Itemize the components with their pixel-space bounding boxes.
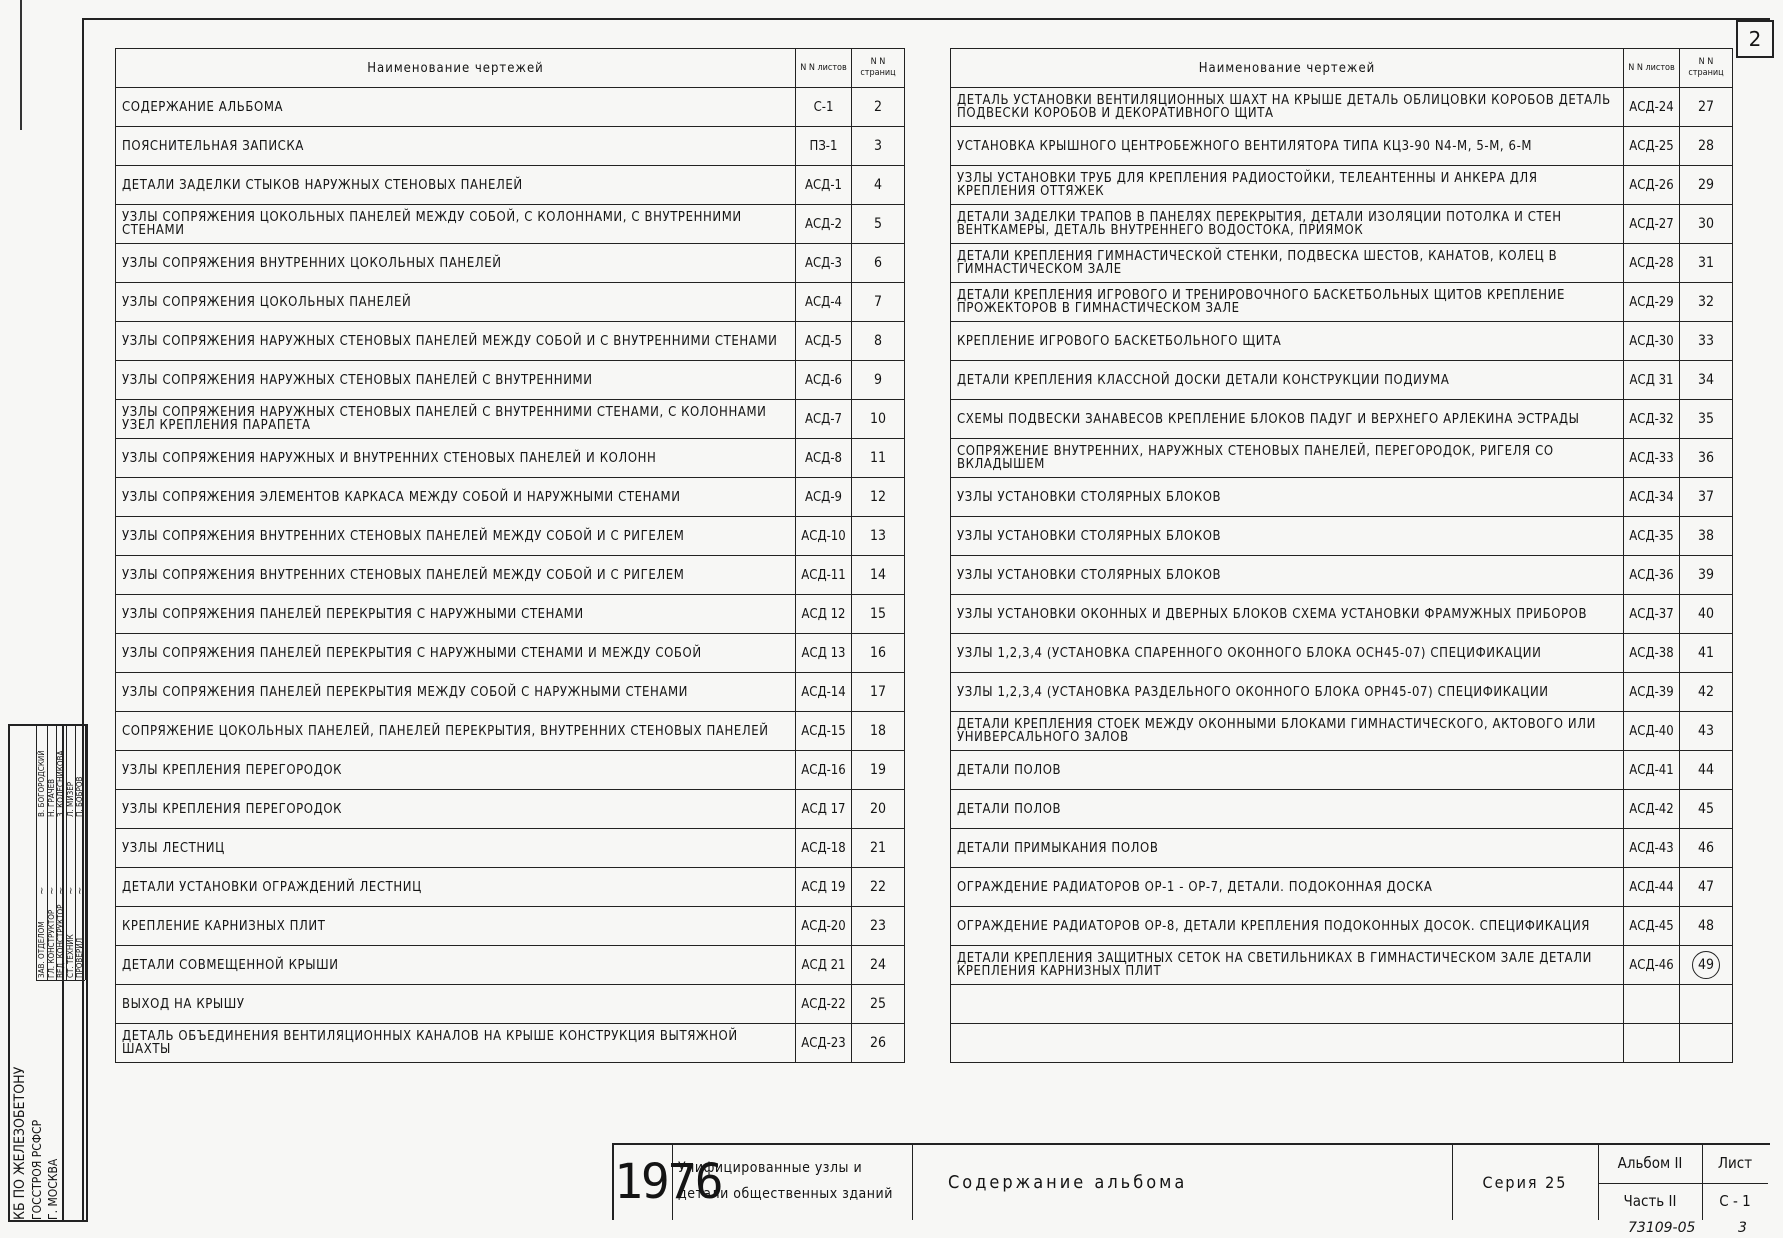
- sheet-number: АСД 13: [796, 634, 852, 673]
- drawing-title: ДЕТАЛИ ПРИМЫКАНИЯ ПОЛОВ: [951, 829, 1624, 868]
- drawing-title: УЗЛЫ СОПРЯЖЕНИЯ ВНУТРЕННИХ СТЕНОВЫХ ПАНЕЛЕЙ МЕЖДУ СОБОЙ И С РИГЕЛЕМ: [116, 517, 796, 556]
- sheet-number: АСД-42: [1624, 790, 1680, 829]
- drawing-title: ДЕТАЛИ КРЕПЛЕНИЯ ЗАЩИТНЫХ СЕТОК НА СВЕТИЛЬНИКАХ В ГИМНАСТИЧЕСКОМ ЗАЛЕ ДЕТАЛИ КРЕПЛЕНИЯ КАРНИЗНЫХ ПЛИТ: [951, 946, 1624, 985]
- title-block: [612, 1143, 1770, 1220]
- page-number-cell: 19: [852, 751, 905, 790]
- page-number-cell: 41: [1680, 634, 1733, 673]
- table-row: [951, 595, 1733, 634]
- approval-name: В. БОГОРОДСКИЙ: [37, 750, 46, 817]
- sheet-number: [1624, 1024, 1680, 1063]
- page-number-cell: 20: [852, 790, 905, 829]
- table-row: [951, 946, 1733, 985]
- drawing-title: УЗЛЫ КРЕПЛЕНИЯ ПЕРЕГОРОДОК: [116, 790, 796, 829]
- part: Часть II: [1623, 1191, 1677, 1210]
- sheet-number: АСД-11: [796, 556, 852, 595]
- drawing-title: КРЕПЛЕНИЕ КАРНИЗНЫХ ПЛИТ: [116, 907, 796, 946]
- table-row: [951, 1024, 1733, 1063]
- page-number-cell: 29: [1680, 166, 1733, 205]
- drawing-title: УЗЛЫ УСТАНОВКИ СТОЛЯРНЫХ БЛОКОВ: [951, 556, 1624, 595]
- table-row: [116, 556, 905, 595]
- table-row: [951, 478, 1733, 517]
- table-row: [951, 868, 1733, 907]
- table-row: [116, 127, 905, 166]
- org-subtitle: ГОССТРОЯ РСФСР: [30, 1119, 44, 1220]
- page-number-cell: 35: [1680, 400, 1733, 439]
- table-row: [951, 439, 1733, 478]
- drawing-title: ВЫХОД НА КРЫШУ: [116, 985, 796, 1024]
- contents-table-left: [115, 48, 905, 1063]
- approval-role: ГЛ. КОНСТРУКТОР: [46, 909, 56, 978]
- page-number-cell: 10: [852, 400, 905, 439]
- sheet-number: АСД-2: [796, 205, 852, 244]
- header-drawing-names: Наименование чертежей: [116, 49, 796, 88]
- page-number-cell: 18: [852, 712, 905, 751]
- drawing-title: ДЕТАЛИ ЗАДЕЛКИ ТРАПОВ В ПАНЕЛЯХ ПЕРЕКРЫТИЯ, ДЕТАЛИ ИЗОЛЯЦИИ ПОТОЛКА И СТЕН ВЕНТКАМЕРЫ, ДЕТАЛЬ ВНУТРЕННЕГО ВОДОСТОКА, ПРИЯМОК: [951, 205, 1624, 244]
- sheet-number: АСД-14: [796, 673, 852, 712]
- sheet-number: АСД-18: [796, 829, 852, 868]
- sheet-number: [1624, 985, 1680, 1024]
- sheet-number: АСД-16: [796, 751, 852, 790]
- signature-mark: ~: [56, 886, 68, 895]
- table-row: [951, 985, 1733, 1024]
- drawing-title: УЗЛЫ УСТАНОВКИ СТОЛЯРНЫХ БЛОКОВ: [951, 478, 1624, 517]
- sheet-label: Лист: [1702, 1145, 1768, 1184]
- page-number-cell: 42: [1680, 673, 1733, 712]
- year: 1976: [614, 1145, 673, 1220]
- sheet-number: АСД-29: [1624, 283, 1680, 322]
- table-row: [951, 361, 1733, 400]
- drawing-title: УЗЛЫ СОПРЯЖЕНИЯ НАРУЖНЫХ И ВНУТРЕННИХ СТЕНОВЫХ ПАНЕЛЕЙ И КОЛОНН: [116, 439, 796, 478]
- page-number-cell: [1680, 1024, 1733, 1063]
- table-row: [116, 673, 905, 712]
- table-row: [951, 751, 1733, 790]
- page-number-cell: 31: [1680, 244, 1733, 283]
- sheet-number: АСД-40: [1624, 712, 1680, 751]
- approval-column: [75, 725, 86, 980]
- page-number-cell: 15: [852, 595, 905, 634]
- sheet-number: АСД-10: [796, 517, 852, 556]
- page-number-cell: 16: [852, 634, 905, 673]
- page-number-cell: 27: [1680, 88, 1733, 127]
- table-row: [116, 361, 905, 400]
- header-page-numbers: N N страниц: [852, 49, 905, 88]
- page-number-cell: 24: [852, 946, 905, 985]
- table-row: [116, 205, 905, 244]
- page-number-cell: 38: [1680, 517, 1733, 556]
- project-line-2: детали общественных зданий: [678, 1186, 893, 1202]
- drawing-title: УЗЛЫ УСТАНОВКИ СТОЛЯРНЫХ БЛОКОВ: [951, 517, 1624, 556]
- page-number-cell: 34: [1680, 361, 1733, 400]
- sheet-title: Содержание альбома: [912, 1145, 1453, 1220]
- page-number-cell: 48: [1680, 907, 1733, 946]
- table-row: [116, 829, 905, 868]
- page-number-cell: 14: [852, 556, 905, 595]
- sheet-number: АСД-3: [796, 244, 852, 283]
- signature-mark: ~: [37, 886, 48, 895]
- page-number-cell: 44: [1680, 751, 1733, 790]
- sheet-number: АСД-4: [796, 283, 852, 322]
- album: Альбом II: [1598, 1145, 1702, 1184]
- drawing-title: [951, 1024, 1624, 1063]
- table-row: [951, 127, 1733, 166]
- page-number-cell: 23: [852, 907, 905, 946]
- sheet-number: АСД-43: [1624, 829, 1680, 868]
- table-row: [951, 634, 1733, 673]
- table-row: [116, 322, 905, 361]
- sheet-number: АСД-27: [1624, 205, 1680, 244]
- page-number: 2: [1736, 20, 1774, 58]
- page-number-cell: 47: [1680, 868, 1733, 907]
- drawing-title: УЗЛЫ УСТАНОВКИ ОКОННЫХ И ДВЕРНЫХ БЛОКОВ СХЕМА УСТАНОВКИ ФРАМУЖНЫХ ПРИБОРОВ: [951, 595, 1624, 634]
- table-row: [951, 400, 1733, 439]
- drawing-title: ДЕТАЛИ ПОЛОВ: [951, 790, 1624, 829]
- page-number-cell: [1680, 946, 1733, 985]
- binding-margin-line: [20, 0, 22, 130]
- sheet-number: АСД 12: [796, 595, 852, 634]
- table-row: [116, 166, 905, 205]
- drawing-title: СОПРЯЖЕНИЕ ЦОКОЛЬНЫХ ПАНЕЛЕЙ, ПАНЕЛЕЙ ПЕРЕКРЫТИЯ, ВНУТРЕННИХ СТЕНОВЫХ ПАНЕЛЕЙ: [116, 712, 796, 751]
- table-row: [951, 517, 1733, 556]
- table-row: [951, 322, 1733, 361]
- page-number-cell: 12: [852, 478, 905, 517]
- drawing-title: ДЕТАЛИ СОВМЕЩЕННОЙ КРЫШИ: [116, 946, 796, 985]
- table-row: [951, 790, 1733, 829]
- project-name: [672, 1145, 913, 1220]
- sheet-number: АСД-25: [1624, 127, 1680, 166]
- table-row: [116, 751, 905, 790]
- table-row: [116, 283, 905, 322]
- sheet-number: АСД-26: [1624, 166, 1680, 205]
- table-row: [951, 673, 1733, 712]
- approval-role: ПРОВЕРИЛ: [75, 937, 85, 978]
- sheet-number: АСД-35: [1624, 517, 1680, 556]
- drawing-title: УЗЛЫ СОПРЯЖЕНИЯ ПАНЕЛЕЙ ПЕРЕКРЫТИЯ МЕЖДУ СОБОЙ С НАРУЖНЫМИ СТЕНАМИ: [116, 673, 796, 712]
- drawing-title: ДЕТАЛЬ УСТАНОВКИ ВЕНТИЛЯЦИОННЫХ ШАХТ НА КРЫШЕ ДЕТАЛЬ ОБЛИЦОВКИ КОРОБОВ ДЕТАЛЬ ПОДВЕСКИ КОРОБОВ И ДЕКОРАТИВНОГО ЩИТА: [951, 88, 1624, 127]
- table-row: [116, 439, 905, 478]
- approval-role: СТ. ТЕХНИК: [65, 934, 75, 978]
- drawing-title: [951, 985, 1624, 1024]
- sheet-number: АСД-6: [796, 361, 852, 400]
- drawing-title: УЗЛЫ 1,2,3,4 (УСТАНОВКА СПАРЕННОГО ОКОННОГО БЛОКА ОСН45-07) СПЕЦИФИКАЦИИ: [951, 634, 1624, 673]
- approval-name: Н. ГРАЧЕВ: [46, 778, 56, 817]
- page-number-cell: 2: [852, 88, 905, 127]
- drawing-title: ДЕТАЛИ КРЕПЛЕНИЯ ГИМНАСТИЧЕСКОЙ СТЕНКИ, ПОДВЕСКА ШЕСТОВ, КАНАТОВ, КОЛЕЦ В ГИМНАСТИЧЕСКОМ ЗАЛЕ: [951, 244, 1624, 283]
- sheet-number: АСД-22: [796, 985, 852, 1024]
- sheet-number: АСД-24: [1624, 88, 1680, 127]
- sheet-number: АСД 17: [796, 790, 852, 829]
- drawing-title: КРЕПЛЕНИЕ ИГРОВОГО БАСКЕТБОЛЬНОГО ЩИТА: [951, 322, 1624, 361]
- table-row: [116, 88, 905, 127]
- sheet-number: АСД-28: [1624, 244, 1680, 283]
- project-line-1: Унифицированные узлы и: [678, 1160, 863, 1176]
- table-row: [951, 829, 1733, 868]
- drawing-title: ОГРАЖДЕНИЕ РАДИАТОРОВ ОР-8, ДЕТАЛИ КРЕПЛЕНИЯ ПОДОКОННЫХ ДОСОК. СПЕЦИФИКАЦИЯ: [951, 907, 1624, 946]
- page-number-cell: [1680, 985, 1733, 1024]
- sheet-number: АСД-44: [1624, 868, 1680, 907]
- sheet-number: АСД-39: [1624, 673, 1680, 712]
- drawing-title: УЗЛЫ УСТАНОВКИ ТРУБ ДЛЯ КРЕПЛЕНИЯ РАДИОСТОЙКИ, ТЕЛЕАНТЕННЫ И АНКЕРА ДЛЯ КРЕПЛЕНИЯ ОТТЯЖЕК: [951, 166, 1624, 205]
- table-row: [116, 595, 905, 634]
- sheet-number: АСД-30: [1624, 322, 1680, 361]
- org-name: КБ ПО ЖЕЛЕЗОБЕТОНУ: [12, 1066, 28, 1220]
- drawing-title: УЗЛЫ СОПРЯЖЕНИЯ ЦОКОЛЬНЫХ ПАНЕЛЕЙ: [116, 283, 796, 322]
- contents-table-right: [950, 48, 1733, 1063]
- series: Серия 25: [1452, 1145, 1599, 1220]
- header-sheet-numbers: N N листов: [796, 49, 852, 88]
- drawing-title: УЗЛЫ ЛЕСТНИЦ: [116, 829, 796, 868]
- table-row: [951, 166, 1733, 205]
- drawing-title: УСТАНОВКА КРЫШНОГО ЦЕНТРОБЕЖНОГО ВЕНТИЛЯТОРА ТИПА КЦ3-90 N4-М, 5-М, 6-М: [951, 127, 1624, 166]
- sheet-number: АСД-46: [1624, 946, 1680, 985]
- drawing-title: УЗЛЫ СОПРЯЖЕНИЯ ПАНЕЛЕЙ ПЕРЕКРЫТИЯ С НАРУЖНЫМИ СТЕНАМИ И МЕЖДУ СОБОЙ: [116, 634, 796, 673]
- circled-page-number: 49: [1692, 951, 1720, 979]
- drawing-title: ДЕТАЛИ КРЕПЛЕНИЯ ИГРОВОГО И ТРЕНИРОВОЧНОГО БАСКЕТБОЛЬНЫХ ЩИТОВ КРЕПЛЕНИЕ ПРОЖЕКТОРОВ В ГИМНАСТИЧЕСКОМ ЗАЛЕ: [951, 283, 1624, 322]
- page-number-cell: 36: [1680, 439, 1733, 478]
- page-number-cell: 5: [852, 205, 905, 244]
- table-row: [116, 634, 905, 673]
- sheet-number: АСД-23: [796, 1024, 852, 1063]
- page-number-cell: 37: [1680, 478, 1733, 517]
- drawing-title: ДЕТАЛИ КРЕПЛЕНИЯ СТОЕК МЕЖДУ ОКОННЫМИ БЛОКАМИ ГИМНАСТИЧЕСКОГО, АКТОВОГО ИЛИ УНИВЕРСАЛЬНОГО ЗАЛОВ: [951, 712, 1624, 751]
- table-row: [951, 907, 1733, 946]
- drawing-title: УЗЛЫ СОПРЯЖЕНИЯ ЦОКОЛЬНЫХ ПАНЕЛЕЙ МЕЖДУ СОБОЙ, С КОЛОННАМИ, С ВНУТРЕННИМИ СТЕНАМИ: [116, 205, 796, 244]
- table-row: [116, 907, 905, 946]
- drawing-title: ДЕТАЛИ КРЕПЛЕНИЯ КЛАССНОЙ ДОСКИ ДЕТАЛИ КОНСТРУКЦИИ ПОДИУМА: [951, 361, 1624, 400]
- drawing-title: СХЕМЫ ПОДВЕСКИ ЗАНАВЕСОВ КРЕПЛЕНИЕ БЛОКОВ ПАДУГ И ВЕРХНЕГО АРЛЕКИНА ЭСТРАДЫ: [951, 400, 1624, 439]
- table-row: [951, 205, 1733, 244]
- sheet-number: АСД-33: [1624, 439, 1680, 478]
- sheet-number: АСД 31: [1624, 361, 1680, 400]
- drawing-title: УЗЛЫ СОПРЯЖЕНИЯ НАРУЖНЫХ СТЕНОВЫХ ПАНЕЛЕЙ МЕЖДУ СОБОЙ И С ВНУТРЕННИМИ СТЕНАМИ: [116, 322, 796, 361]
- page-number-cell: 8: [852, 322, 905, 361]
- sheet-number: АСД-37: [1624, 595, 1680, 634]
- table-row: [951, 244, 1733, 283]
- drawing-title: УЗЛЫ 1,2,3,4 (УСТАНОВКА РАЗДЕЛЬНОГО ОКОННОГО БЛОКА ОРН45-07) СПЕЦИФИКАЦИИ: [951, 673, 1624, 712]
- table-row: [951, 712, 1733, 751]
- drawing-title: УЗЛЫ СОПРЯЖЕНИЯ НАРУЖНЫХ СТЕНОВЫХ ПАНЕЛЕЙ С ВНУТРЕННИМИ: [116, 361, 796, 400]
- sheet-number: АСД-1: [796, 166, 852, 205]
- drawing-title: УЗЛЫ СОПРЯЖЕНИЯ НАРУЖНЫХ СТЕНОВЫХ ПАНЕЛЕЙ С ВНУТРЕННИМИ СТЕНАМИ, С КОЛОННАМИ УЗЕЛ КРЕПЛЕНИЯ ПАРАПЕТА: [116, 400, 796, 439]
- sheet-number: АСД-45: [1624, 907, 1680, 946]
- approval-name: З. КОЛЕСНИКОВА: [56, 750, 66, 817]
- page-number-cell: 21: [852, 829, 905, 868]
- header-sheet-numbers: N N листов: [1624, 49, 1680, 88]
- sheet-number: С-1: [796, 88, 852, 127]
- page-number-cell: 45: [1680, 790, 1733, 829]
- approval-name: Л. МИЗЕР: [65, 781, 75, 817]
- sheet-number: АСД-20: [796, 907, 852, 946]
- signature-mark: ~: [65, 886, 77, 895]
- drawing-title: ПОЯСНИТЕЛЬНАЯ ЗАПИСКА: [116, 127, 796, 166]
- page-number-cell: 4: [852, 166, 905, 205]
- sheet-number: АСД-9: [796, 478, 852, 517]
- sheet-number: АСД-8: [796, 439, 852, 478]
- page-number-cell: 26: [852, 1024, 905, 1063]
- page-number-cell: 32: [1680, 283, 1733, 322]
- sheet-number: АСД-15: [796, 712, 852, 751]
- table-row: [116, 790, 905, 829]
- album-part: [1598, 1145, 1703, 1220]
- table-row: [116, 244, 905, 283]
- sheet-code: С - 1: [1719, 1191, 1751, 1210]
- drawing-title: ОГРАЖДЕНИЕ РАДИАТОРОВ ОР-1 - ОР-7, ДЕТАЛИ. ПОДОКОННАЯ ДОСКА: [951, 868, 1624, 907]
- page-number-cell: 30: [1680, 205, 1733, 244]
- sheet-number: АСД-32: [1624, 400, 1680, 439]
- table-row: [116, 985, 905, 1024]
- page-number-cell: 13: [852, 517, 905, 556]
- org-city: Г. МОСКВА: [46, 1158, 60, 1220]
- table-row: [951, 283, 1733, 322]
- sheet-number: АСД-41: [1624, 751, 1680, 790]
- drawing-title: УЗЛЫ СОПРЯЖЕНИЯ ВНУТРЕННИХ СТЕНОВЫХ ПАНЕЛЕЙ МЕЖДУ СОБОЙ И С РИГЕЛЕМ: [116, 556, 796, 595]
- table-row: [951, 556, 1733, 595]
- table-row: [116, 478, 905, 517]
- approval-block: [36, 724, 85, 981]
- approval-role: ВЕД. КОНСТРУКТОР: [56, 904, 66, 978]
- sheet-number: ПЗ-1: [796, 127, 852, 166]
- header-drawing-names: Наименование чертежей: [951, 49, 1624, 88]
- sheet-number: АСД 21: [796, 946, 852, 985]
- sheet-number: АСД-38: [1624, 634, 1680, 673]
- drawing-title: СОДЕРЖАНИЕ АЛЬБОМА: [116, 88, 796, 127]
- page-number-cell: 28: [1680, 127, 1733, 166]
- drawing-title: УЗЛЫ СОПРЯЖЕНИЯ ПАНЕЛЕЙ ПЕРЕКРЫТИЯ С НАРУЖНЫМИ СТЕНАМИ: [116, 595, 796, 634]
- archive-number: 73109-05: [1628, 1220, 1696, 1236]
- page-number-cell: 9: [852, 361, 905, 400]
- sheet-number: АСД-7: [796, 400, 852, 439]
- signature-mark: ~: [46, 886, 58, 895]
- page-number-cell: 33: [1680, 322, 1733, 361]
- drawing-title: ДЕТАЛЬ ОБЪЕДИНЕНИЯ ВЕНТИЛЯЦИОННЫХ КАНАЛОВ НА КРЫШЕ КОНСТРУКЦИЯ ВЫТЯЖНОЙ ШАХТЫ: [116, 1024, 796, 1063]
- page-number-cell: 43: [1680, 712, 1733, 751]
- page-number-cell: 6: [852, 244, 905, 283]
- drawing-title: ДЕТАЛИ ПОЛОВ: [951, 751, 1624, 790]
- sheet-box: [1702, 1145, 1768, 1220]
- page-number-cell: 7: [852, 283, 905, 322]
- table-row: [116, 517, 905, 556]
- page-number-cell: 17: [852, 673, 905, 712]
- drawing-title: УЗЛЫ СОПРЯЖЕНИЯ ЭЛЕМЕНТОВ КАРКАСА МЕЖДУ СОБОЙ И НАРУЖНЫМИ СТЕНАМИ: [116, 478, 796, 517]
- approval-name: П. БОБРОВ: [75, 776, 85, 817]
- sheet-number: АСД 19: [796, 868, 852, 907]
- page-number-cell: 39: [1680, 556, 1733, 595]
- signature-mark: ~: [75, 886, 87, 895]
- drawing-title: СОПРЯЖЕНИЕ ВНУТРЕННИХ, НАРУЖНЫХ СТЕНОВЫХ ПАНЕЛЕЙ, ПЕРЕГОРОДОК, РИГЕЛЯ СО ВКЛАДЫШЕМ: [951, 439, 1624, 478]
- drawing-title: УЗЛЫ СОПРЯЖЕНИЯ ВНУТРЕННИХ ЦОКОЛЬНЫХ ПАНЕЛЕЙ: [116, 244, 796, 283]
- drawing-title: ДЕТАЛИ ЗАДЕЛКИ СТЫКОВ НАРУЖНЫХ СТЕНОВЫХ ПАНЕЛЕЙ: [116, 166, 796, 205]
- table-row: [116, 400, 905, 439]
- page-number-cell: 22: [852, 868, 905, 907]
- sheet-number: АСД-34: [1624, 478, 1680, 517]
- page-number-cell: 25: [852, 985, 905, 1024]
- table-row: [951, 88, 1733, 127]
- table-row: [116, 712, 905, 751]
- table-row: [116, 946, 905, 985]
- sheet-number: АСД-5: [796, 322, 852, 361]
- header-page-numbers: N N страниц: [1680, 49, 1733, 88]
- drawing-title: УЗЛЫ КРЕПЛЕНИЯ ПЕРЕГОРОДОК: [116, 751, 796, 790]
- table-row: [116, 1024, 905, 1063]
- approval-role: ЗАВ. ОТДЕЛОМ: [37, 921, 46, 978]
- sheet-number: АСД-36: [1624, 556, 1680, 595]
- page-number-cell: 40: [1680, 595, 1733, 634]
- archive-page: 3: [1738, 1220, 1747, 1236]
- table-row: [116, 868, 905, 907]
- drawing-title: ДЕТАЛИ УСТАНОВКИ ОГРАЖДЕНИЙ ЛЕСТНИЦ: [116, 868, 796, 907]
- page-number-cell: 46: [1680, 829, 1733, 868]
- page-number-cell: 3: [852, 127, 905, 166]
- page-number-cell: 11: [852, 439, 905, 478]
